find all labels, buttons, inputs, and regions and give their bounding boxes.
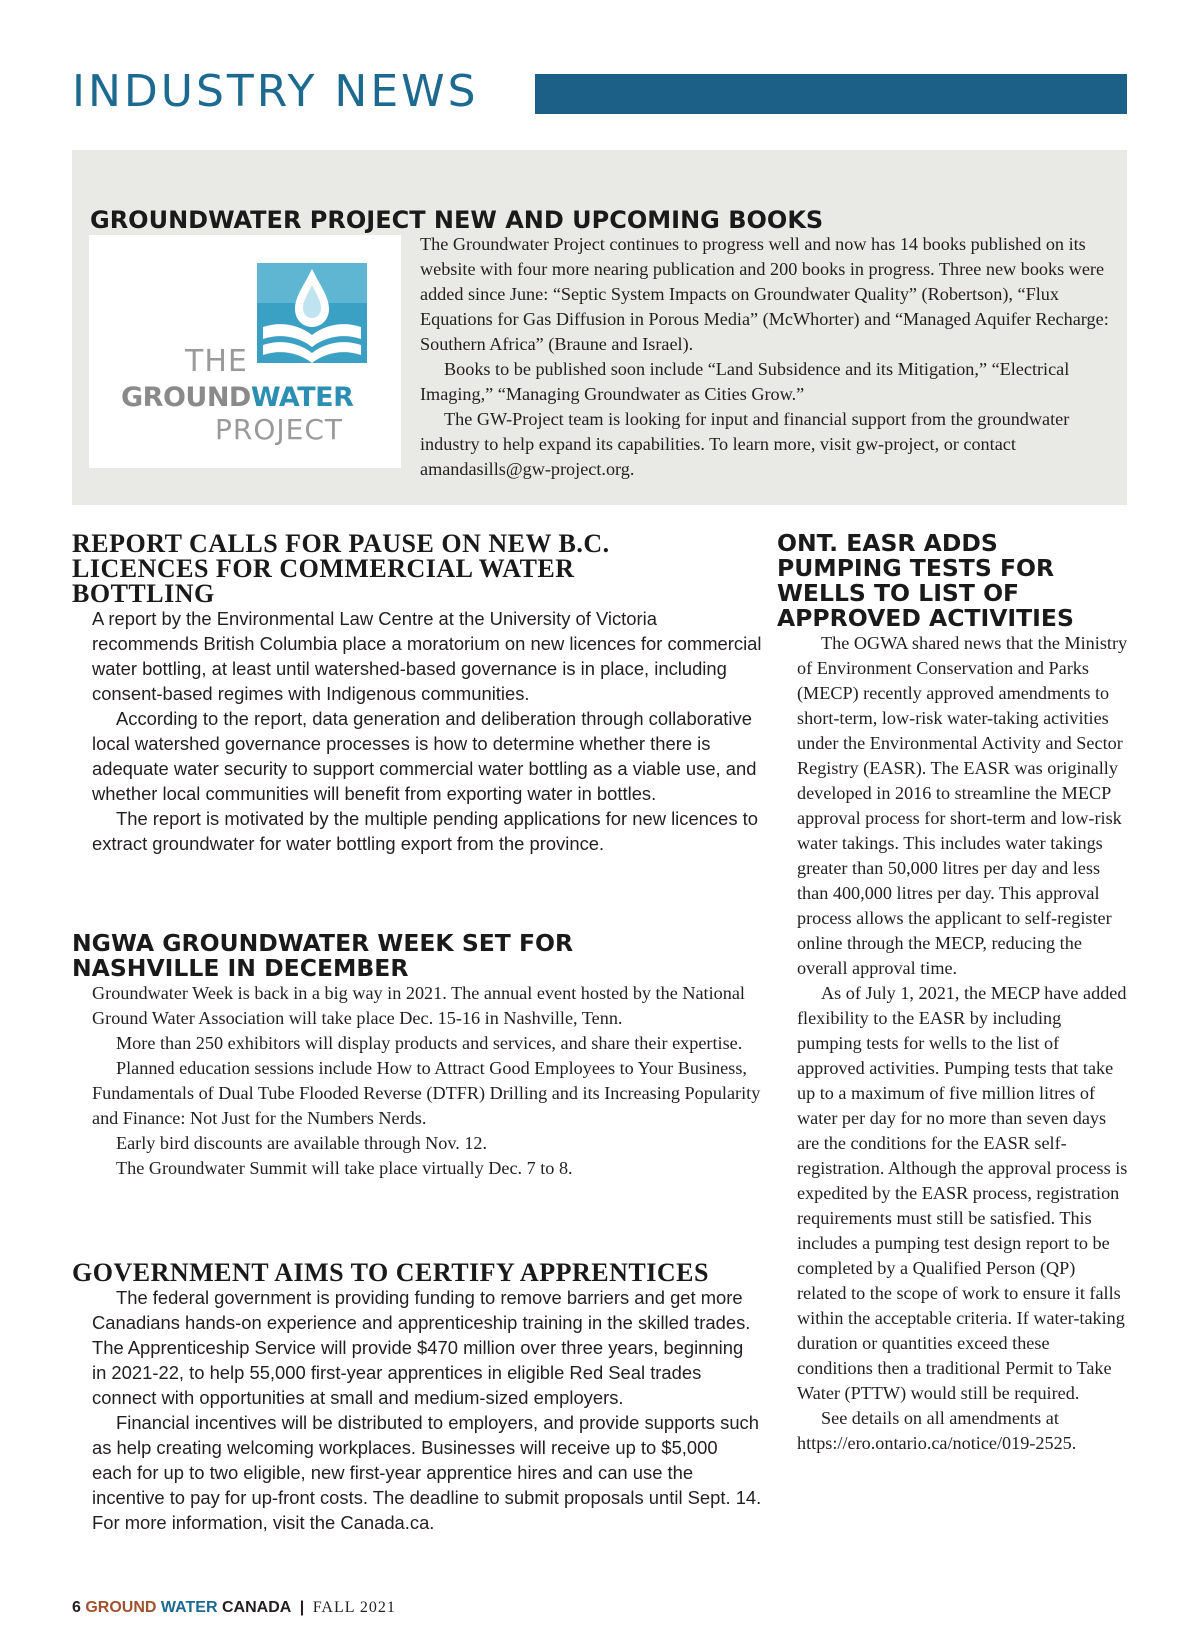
magazine-name-water: WATER (160, 1599, 218, 1616)
paragraph: According to the report, data generation and deliberation through collaborative local watershed governance processes is how to determine whether there is adequate water security to support commercial water bottling as a viable use, and whether local communities will benefit from exporting water in bottles. (92, 708, 757, 804)
paragraph: Financial incentives will be distributed to employers, and provide supports such as help creating welcoming workplaces. Businesses will receive up to $5,000 each for up to two eligible, new first-year apprentice hires and can use the incentive to pay for up-front costs. The deadline to submit proposals until Sept. 14. For more information, visit the Canada.ca. (92, 1412, 762, 1533)
apprentices-title: GOVERNMENT AIMS TO CERTIFY APPRENTICES (72, 1258, 709, 1287)
paragraph: The GW-Project team is looking for input and financial support from the groundwater industry to help expand its capabilities. To learn more, visit gw-project, or contact amandasills@gw-project.org. (420, 409, 1070, 479)
paragraph: Books to be published soon include “Land Subsidence and its Mitigation,” “Electrical Imaging,” “Managing Groundwater as Cities Grow.” (420, 359, 1070, 404)
ngwa-article (72, 931, 762, 1181)
groundwater-project-logo (89, 235, 401, 468)
paragraph: As of July 1, 2021, the MECP have added flexibility to the EASR by including pumping tests for wells to the list of approved activities. Pumping tests that take up to a maximum of five million litres of water per day for no more than seven days are the conditions for the EASR self-registration. Although the approval process is expedited by the EASR process, registration requirements must still be satisfied. This includes a pumping test design report to be completed by a Qualified Person (QP) related to the scope of work to ensure it falls within the acceptable criteria. If water-taking duration or quantities exceed these conditions then a traditional Permit to Take Water (PTTW) would still be required. (797, 983, 1128, 1403)
ngwa-title: NGWA GROUNDWATER WEEK SET FOR NASHVILLE IN DECEMBER (72, 929, 574, 982)
ngwa-body (72, 981, 762, 1181)
section-title-bar (535, 74, 1127, 114)
books-article-body (420, 232, 1120, 482)
easr-article (777, 531, 1129, 1456)
issue-date: FALL 2021 (312, 1599, 396, 1616)
easr-body (777, 631, 1129, 1456)
bc-report-body (72, 606, 762, 856)
water-drop-book-icon (257, 263, 367, 363)
paragraph: Early bird discounts are available through Nov. 12. (116, 1133, 488, 1153)
logo-text-groundwater: GROUNDWATER (121, 382, 354, 413)
paragraph: A report by the Environmental Law Centre at the University of Victoria recommends British Columbia place a moratorium on new licences for commercial water bottling, at least until watershed-based governance is in place, including consent-based regimes with Indigenous communities. (92, 608, 762, 704)
paragraph: More than 250 exhibitors will display products and services, and share their expertise. (116, 1033, 743, 1053)
section-title: INDUSTRY NEWS (72, 66, 479, 117)
bc-report-title: REPORT CALLS FOR PAUSE ON NEW B.C. LICENCES FOR COMMERCIAL WATER BOTTLING (72, 529, 610, 608)
magazine-name-ground: GROUND (85, 1599, 157, 1616)
footer-separator: | (299, 1599, 305, 1616)
paragraph: The federal government is providing funding to remove barriers and get more Canadians hands-on experience and apprenticeship training in the skilled trades. The Apprenticeship Service will provide $470 million over three years, beginning in 2021-22, to help 55,000 first-year apprentices in eligible Red Seal trades connect with opportunities at small and medium-sized employers. (92, 1287, 751, 1408)
paragraph: The Groundwater Summit will take place virtually Dec. 7 to 8. (116, 1158, 573, 1178)
books-article-title: GROUNDWATER PROJECT NEW AND UPCOMING BOOKS (90, 205, 824, 234)
logo-text-project: PROJECT (215, 413, 343, 446)
paragraph: See details on all amendments at https://ero.ontario.ca/notice/019-2525. (797, 1408, 1077, 1453)
paragraph: Planned education sessions include How to Attract Good Employees to Your Business, Fundamentals of Dual Tube Flooded Reverse (DTFR) Drilling and its Increasing Popularity and Finance: Not Just for the Numbers Nerds. (92, 1058, 761, 1128)
paragraph: The report is motivated by the multiple pending applications for new licences to extract groundwater for water bottling export from the province. (92, 808, 758, 854)
apprentices-article (72, 1260, 762, 1535)
apprentices-body (72, 1285, 762, 1535)
paragraph: Groundwater Week is back in a big way in 2021. The annual event hosted by the National Ground Water Association will take place Dec. 15-16 in Nashville, Tenn. (92, 983, 745, 1028)
logo-text-the: THE (185, 344, 248, 379)
page-footer (72, 1597, 396, 1619)
easr-title: ONT. EASR ADDS PUMPING TESTS FOR WELLS TO LIST OF APPROVED ACTIVITIES (777, 529, 1074, 632)
magazine-name-canada: CANADA (221, 1599, 292, 1616)
paragraph: The Groundwater Project continues to progress well and now has 14 books published on its website with four more nearing publication and 200 books in progress. Three new books were added since June: “Septic System Impacts on Groundwater Quality” (Robertson), “Flux Equations for Gas Diffusion in Porous Media” (McWhorter) and “Managed Aquifer Recharge: Southern Africa” (Braune and Israel). (420, 234, 1109, 354)
page-number: 6 (72, 1599, 81, 1616)
paragraph: The OGWA shared news that the Ministry of Environment Conservation and Parks (MECP) recently approved amendments to short-term, low-risk water-taking activities under the Environmental Activity and Sector Registry (EASR). The EASR was originally developed in 2016 to streamline the MECP approval process for short-term and low-risk water takings. This includes water takings greater than 50,000 litres per day and less than 400,000 litres per day. This approval process allows the applicant to self-register online through the MECP, reducing the overall approval time. (797, 633, 1128, 978)
bc-report-article (72, 531, 762, 856)
